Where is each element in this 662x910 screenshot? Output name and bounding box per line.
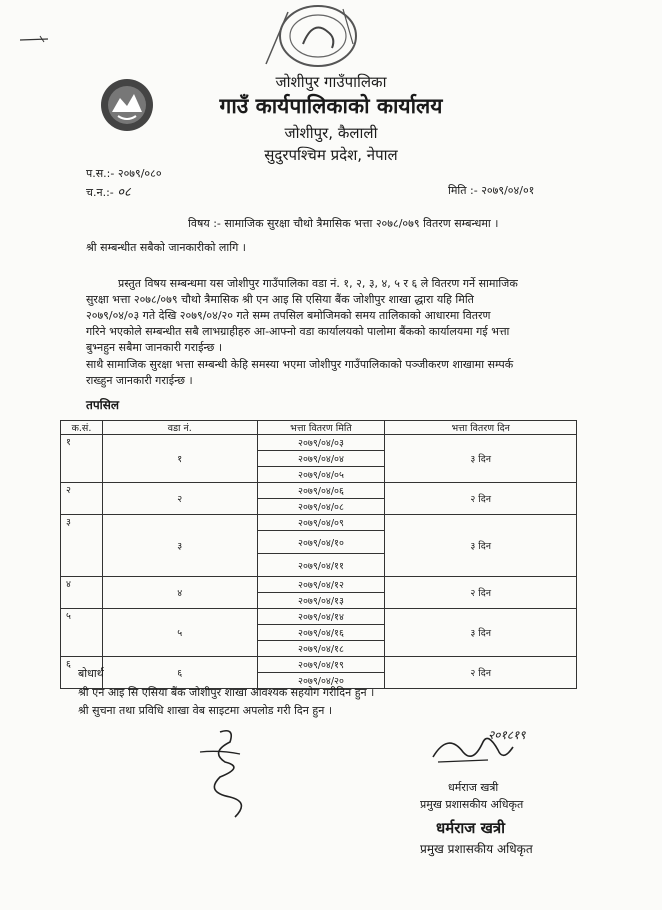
date-cell: २०७९/०४/१६ — [257, 625, 385, 641]
sn-cell: ६ — [61, 657, 103, 689]
handwritten-date: २०१८१९ — [488, 728, 526, 742]
cc-item: श्री सुचना तथा प्रविधि शाखा वेब साइटमा अपलोड गरी दिन हुन । — [78, 704, 332, 717]
table-row — [61, 609, 577, 625]
sn-cell: २ — [61, 483, 103, 515]
cc-title: बोधार्थ — [78, 667, 104, 680]
days-cell: २ दिन — [385, 483, 577, 515]
date-cell: २०७९/०४/११ — [257, 554, 385, 577]
days-cell: ३ दिन — [385, 515, 577, 577]
body-line: २०७९/०४/०३ गते देखि २०७९/०४/२० गते सम्म तपसिल बमोजिमको समय तालिकाको आधारमा वितरण — [86, 309, 491, 322]
body-paragraph-2 — [86, 357, 586, 389]
letter-number: प.स.:- २०७९/०८० — [86, 167, 162, 180]
header-date: भत्ता वितरण मिति — [257, 421, 385, 435]
dispatch-number — [86, 182, 131, 200]
body-line: सुरक्षा भत्ता २०७८/०७९ चौथो त्रैमासिक श्री एन आइ सि एसिया बैंक जोशीपुर शाखा द्धारा यहि मिति — [86, 293, 474, 306]
date-cell: २०७९/०४/०८ — [257, 499, 385, 515]
subject-line: विषय :- सामाजिक सुरक्षा चौथो त्रैमासिक भत्ता २०७८/०७९ वितरण सम्बन्धमा । — [188, 217, 499, 230]
days-cell: २ दिन — [385, 657, 577, 689]
table-caption: तपसिल — [86, 398, 120, 412]
date-cell: २०७९/०४/२० — [257, 673, 385, 689]
date-cell: २०७९/०४/१० — [257, 531, 385, 554]
date-cell: २०७९/०४/०४ — [257, 451, 385, 467]
date-cell: २०७९/०४/०९ — [257, 515, 385, 531]
table-header-row — [61, 421, 577, 435]
dispatch-label: च.न.:- — [86, 186, 114, 199]
days-cell: २ दिन — [385, 577, 577, 609]
received-stamp-seal — [258, 4, 368, 70]
ward-cell: १ — [102, 435, 257, 483]
signatory-title: प्रमुख प्रशासकीय अधिकृत — [420, 798, 524, 811]
body-line: बुभ्नहुन सबैमा जानकारी गराईन्छ । — [86, 341, 223, 354]
body-line: राख्हुन जानकारी गराईन्छ । — [86, 374, 193, 387]
sn-cell: ४ — [61, 577, 103, 609]
table-row — [61, 577, 577, 593]
body-line: प्रस्तुत विषय सम्बन्धमा यस जोशीपुर गाउँपालिका वडा नं. १, २, ३, ४, ५ र ६ ले वितरण गर्ने सामाजिक — [118, 277, 518, 290]
sn-cell: ३ — [61, 515, 103, 577]
office-name: गाउँ कार्यपालिकाको कार्यालय — [219, 94, 443, 118]
body-line: साथै सामाजिक सुरक्षा भत्ता सम्बन्धी केहि समस्या भएमा जोशीपुर गाउँपालिकाको पञ्जीकरण शाखामा सम्पर्क — [86, 358, 514, 371]
stamp-name: धर्मराज खत्री — [436, 819, 506, 837]
sn-cell: १ — [61, 435, 103, 483]
date-cell: २०७९/०४/१८ — [257, 641, 385, 657]
date-cell: २०७९/०४/१२ — [257, 577, 385, 593]
date-cell: २०७९/०४/०३ — [257, 435, 385, 451]
signatory-name: धर्मराज खत्री — [448, 781, 499, 794]
date-cell: २०७९/०४/०५ — [257, 467, 385, 483]
days-cell: ३ दिन — [385, 609, 577, 657]
header-sn: क.सं. — [61, 421, 103, 435]
letter-date: मिति :- २०७९/०४/०१ — [448, 184, 535, 197]
addressee-line: श्री सम्बन्धीत सबैको जानकारीको लागि । — [86, 241, 246, 254]
ward-cell: ४ — [102, 577, 257, 609]
date-cell: २०७९/०४/१४ — [257, 609, 385, 625]
table-row — [61, 515, 577, 531]
date-cell: २०७९/०४/०६ — [257, 483, 385, 499]
dispatch-handwritten-value: ०८ — [117, 185, 131, 200]
days-cell: ३ दिन — [385, 435, 577, 483]
table-row — [61, 483, 577, 499]
ward-cell: ३ — [102, 515, 257, 577]
header-days: भत्ता वितरण दिन — [385, 421, 577, 435]
handwritten-signature-left — [190, 722, 270, 822]
corner-pen-mark — [18, 34, 50, 44]
body-line: गरिने भएकोले सम्बन्धीत सबै लाभग्राहीहरु आ-आफ्नो वडा कार्यालयको पालोमा बैंकको कार्यालयमा गई भत्ता — [86, 325, 510, 338]
header-ward: वडा नं. — [102, 421, 257, 435]
body-paragraph-1 — [86, 276, 586, 356]
date-cell: २०७९/०४/१३ — [257, 593, 385, 609]
municipality-name: जोशीपुर गाउँपालिका — [275, 73, 387, 91]
ward-cell: २ — [102, 483, 257, 515]
sn-cell: ५ — [61, 609, 103, 657]
cc-item: श्री एन आइ सि एसिया बैंक जोशीपुर शाखा आवश्यक सहयोग गरीदिन हुन । — [78, 686, 375, 699]
schedule-table — [60, 420, 577, 689]
table-row — [61, 435, 577, 451]
stamp-title: प्रमुख प्रशासकीय अधिकृत — [420, 842, 533, 856]
table-row — [61, 657, 577, 673]
province-name: सुदुरपश्चिम प्रदेश, नेपाल — [264, 146, 398, 164]
ward-cell: ६ — [102, 657, 257, 689]
date-cell: २०७९/०४/१९ — [257, 657, 385, 673]
ward-cell: ५ — [102, 609, 257, 657]
office-location: जोशीपुर, कैलाली — [284, 124, 378, 142]
